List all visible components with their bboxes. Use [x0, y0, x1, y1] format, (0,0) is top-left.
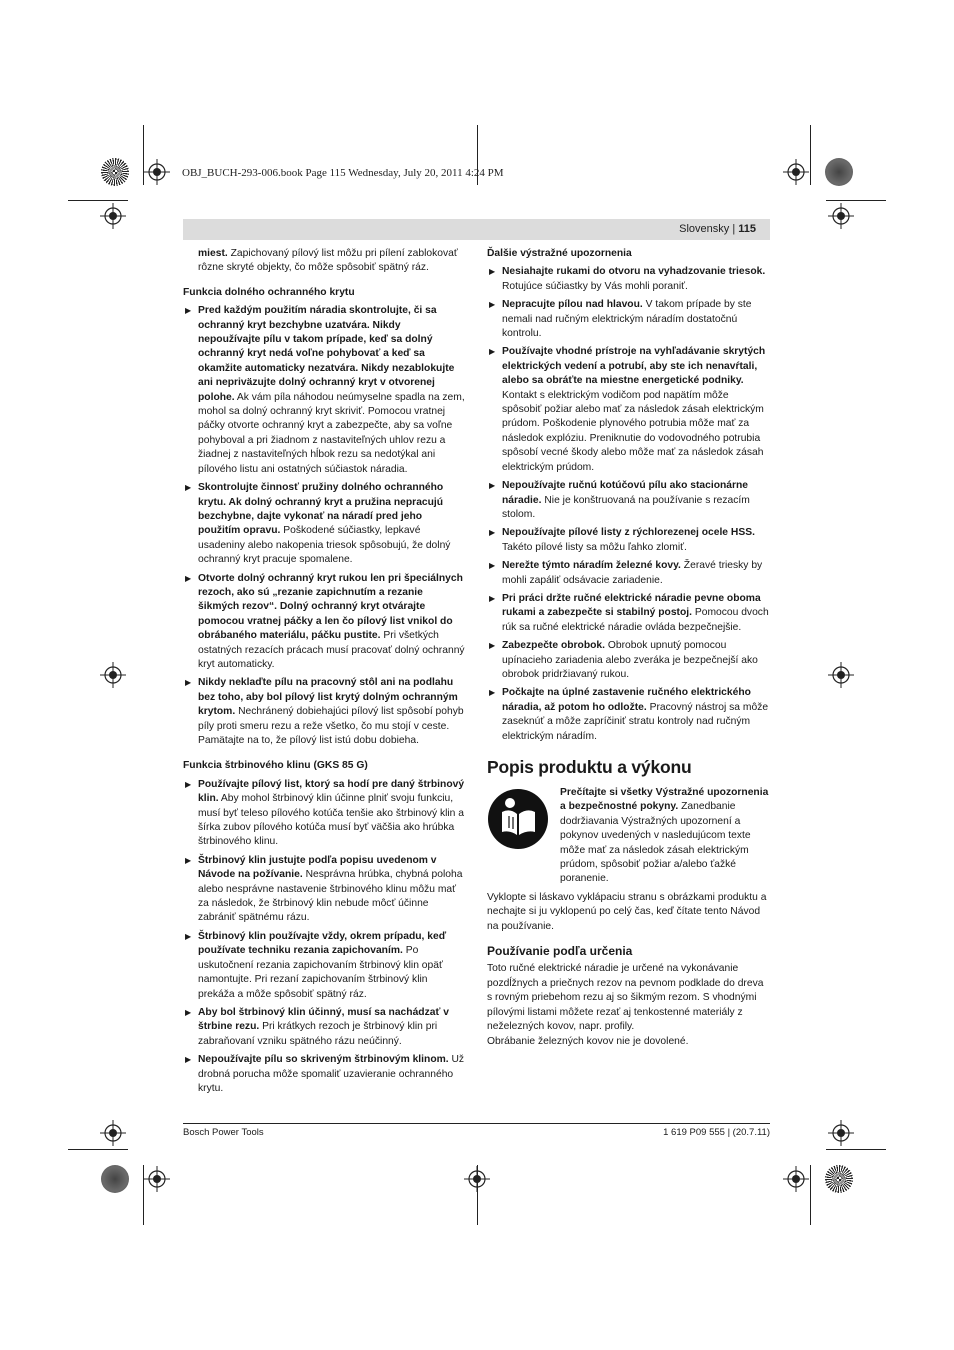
color-wheel [101, 1165, 129, 1193]
registration-mark-icon [144, 159, 170, 185]
list-item: ▶ Štrbinový klin používajte vždy, okrem prípadu, keď používate techniku rezania zapichovaním. Po uskutočnení rezania zapichovaním štrbinový klin opäť namontujte. Pri rezaní zapichovaním štrbinový klin prekáža a môže spôsobiť spätný ráz. [185, 930, 447, 1000]
registration-mark-icon [144, 1166, 170, 1192]
section-title: Funkcia dolného ochranného krytu [183, 286, 355, 298]
warning-box [487, 786, 770, 887]
subsection-heading: Používanie podľa určenia [487, 944, 633, 959]
list-item: ▶ Zabezpečte obrobok. Obrobok upnutý pomocou upínacieho zariadenia alebo zveráka je bezpečnejší ako obrobok pridržiavaný rukou. [489, 640, 758, 680]
list-item: ▶ Nerežte týmto náradím železné kovy. Žeravé triesky by mohli zapáliť odsávacie zariadenie. [489, 560, 763, 586]
registration-mark-icon [100, 1120, 126, 1146]
bullet-arrow-icon: ▶ [185, 1055, 192, 1065]
crop-mark [810, 1165, 811, 1225]
bullet-arrow-icon: ▶ [489, 688, 496, 698]
color-wheel [825, 1165, 853, 1193]
list-item: ▶ Nepoužívajte ručnú kotúčovú pílu ako stacionárne náradie. Nie je konštruovaná na používanie s rezacím stolom. [489, 480, 750, 520]
footer-brand: Bosch Power Tools [183, 1127, 264, 1138]
usage-paragraph-2: Obrábanie železných kovov nie je dovolené. [487, 1035, 689, 1047]
list-item: ▶ Štrbinový klin justujte podľa popisu uvedenom v Návode na požívanie. Nesprávna hrúbka, chybná poloha alebo nesprávne nastavenie štrbinového klinu môžu mať za následok, že štrbinový klin nebude môcť účinne zabrániť spätnému rázu. [185, 854, 463, 924]
registration-mark-icon [828, 1120, 854, 1146]
color-wheel [825, 158, 853, 186]
list-item: ▶ Nikdy neklaďte pílu na pracovný stôl ani na podlahu bez toho, aby bol pílový list krytý dolným ochranným krytom. Nechránený dobiehajúci pílový list spôsobí pohyb píly proti smeru rezu a reže všetko, čo mu stojí v ceste. Pamätajte na to, že pílový list istú dobu dobieha. [185, 677, 464, 746]
usage-paragraph: Toto ručné elektrické náradie je určené na vykonávanie pozdĺžnych a priečnych rezov na pevnom podklade do dreva s rovným priebehom rezu aj so šikmým rezom. S vhodnými pílovými listami môžete rezať aj tenkostenné materiály z neželezných kovov, napr. profily. [487, 963, 764, 1033]
header-text [679, 223, 756, 235]
right-column [487, 247, 770, 1049]
bullet-arrow-icon: ▶ [185, 573, 192, 583]
bullet-arrow-icon: ▶ [185, 306, 192, 316]
header-language: Slovensky [679, 223, 730, 235]
list-item: ▶ Nesiahajte rukami do otvoru na vyhadzovanie triesok. Rotujúce súčiastky by Vás mohli poraniť. [489, 266, 766, 292]
section-heading: Popis produktu a výkonu [487, 757, 692, 777]
bullet-arrow-icon: ▶ [185, 483, 192, 493]
bullet-arrow-icon: ▶ [489, 593, 496, 603]
fold-out-paragraph: Vyklopte si láskavo vyklápaciu stranu s obrázkami produktu a nechajte si ju vyklopenú po celý čas, keď čítate tento Návod na používanie. [487, 891, 767, 932]
warning-text: Prečítajte si všetky Výstražné upozornenia a bezpečnostné pokyny. Zanedbanie dodržiavania Výstražných upozornení a pokynov uvedených v nasledujúcom texte môže mať za následok zásah elektrickým prúdom, spôsobiť požiar a/alebo ťažké poranenie. [560, 787, 769, 885]
bullet-arrow-icon: ▶ [185, 678, 192, 688]
crop-mark [68, 1149, 128, 1150]
list-item: ▶ Nepoužívajte pílu so skriveným štrbinovým klinom. Už drobná porucha môže spomaliť uzavieranie ochranného krytu. [185, 1054, 465, 1094]
crop-mark [826, 1149, 886, 1150]
registration-mark-icon [828, 203, 854, 229]
list-item: ▶ Nepoužívajte pílové listy z rýchlorezenej ocele HSS. Takéto pílové listy sa môžu ľahko zlomiť. [489, 527, 755, 553]
footer-doc-number: 1 619 P09 555 | (20.7.11) [663, 1127, 770, 1138]
section-title: Funkcia štrbinového klinu (GKS 85 G) [183, 760, 368, 772]
crop-mark [68, 200, 128, 201]
header-separator: | [732, 223, 736, 235]
color-wheel [101, 158, 129, 186]
bullet-arrow-icon: ▶ [489, 347, 496, 357]
registration-mark-icon [464, 1166, 490, 1192]
crop-mark [810, 125, 811, 185]
bullet-arrow-icon: ▶ [185, 1007, 192, 1017]
registration-mark-icon [828, 662, 854, 688]
list-item: ▶ Skontrolujte činnosť pružiny dolného ochranného krytu. Ak dolný ochranný kryt a pružina nepracujú bezchybne, dajte vykonať na náradí pred jeho použitím opravu. Poškodené súčiastky, lepkavé usadeniny alebo nakopenia triesok spôsobujú, že dolný ochranný kryt pracuje spomalene. [185, 482, 451, 566]
list-item: ▶ Otvorte dolný ochranný kryt rukou len pri špeciálnych rezoch, ako sú „rezanie zapichnutím a rezanie šikmých rezov“. Dolný ochranný kryt otvárajte pomocou vratnej páčky a len čo pílový list vnikol do obrábaného materiálu, páčku pustite. Pri všetkých ostatných rezacích prácach musí pracovať dolný ochranný kryt automaticky. [185, 572, 465, 670]
crop-mark [826, 200, 886, 201]
print-info: OBJ_BUCH-293-006.book Page 115 Wednesday, July 20, 2011 4:24 PM [182, 167, 504, 179]
page-header [183, 219, 770, 240]
list-item: ▶ Používajte vhodné prístroje na vyhľadávanie skrytých elektrických vedení a potrubí, aby ste ich nenavŕtali, alebo sa obráťte na miestne energetické podniky. Kontakt s elektrickým vodičom pod napätím môže spôsobiť požiar alebo mať za následok zásah elektrickým prúdom. Poškodenie plynového potrubia môže mať za následok explóziu. Preniknutie do vodovodného potrubia spôsobí vecné škody alebo môže mať za následok zásah elektrickým prúdom. [489, 346, 766, 473]
list-item: ▶ Pri práci držte ručné elektrické náradie pevne oboma rukami a zabezpečte si stabilný postoj. Pomocou dvoch rúk sa ručné elektrické náradie ovláda bezpečnejšie. [489, 592, 769, 633]
bullet-arrow-icon: ▶ [489, 300, 496, 310]
bullet-arrow-icon: ▶ [489, 481, 496, 491]
list-item: ▶ Počkajte na úplné zastavenie ručného elektrického náradia, až potom ho odložte. Pracovný nástroj sa môže zaseknúť a môže zapríčiniť stratu kontroly nad ručným elektrickým náradím. [489, 687, 769, 742]
read-manual-icon [487, 788, 549, 850]
left-column [183, 247, 465, 1100]
page-number: 115 [738, 223, 756, 235]
footer-rule [183, 1123, 770, 1124]
bullet-arrow-icon: ▶ [489, 267, 496, 277]
section-title: Ďalšie výstražné upozornenia [487, 248, 632, 259]
registration-mark-icon [100, 662, 126, 688]
list-item: ▶ Aby bol štrbinový klin účinný, musí sa nachádzať v štrbine rezu. Pri krátkych rezoch je štrbinový klin pri zabraňovaní vzniku spätného rázu neúčinný. [185, 1006, 449, 1047]
bullet-arrow-icon: ▶ [489, 528, 496, 538]
bullet-arrow-icon: ▶ [185, 779, 192, 789]
registration-mark-icon [100, 203, 126, 229]
registration-mark-icon [783, 159, 809, 185]
list-item: ▶ Nepracujte pílou nad hlavou. V takom prípade by ste nemali nad ručným elektrickým náradím dostatočnú kontrolu. [489, 299, 752, 340]
bullet-arrow-icon: ▶ [185, 931, 192, 941]
bullet-arrow-icon: ▶ [185, 855, 192, 865]
list-item: ▶ Používajte pílový list, ktorý sa hodí pre daný štrbinový klin. Aby mohol štrbinový klin účinne plniť svoju funkciu, musí byť teleso pílového kotúča tenšie ako štrbinový klin a šírka zubov pílového kotúča musí byť väčšia ako hrúbka štrbinového klinu. [185, 778, 465, 848]
registration-mark-icon [783, 1166, 809, 1192]
intro-paragraph: miest. Zapichovaný pílový list môžu pri pílení zablokovať rôzne skryté objekty, čo môže spôsobiť spätný ráz. [198, 248, 458, 274]
bullet-arrow-icon: ▶ [489, 561, 496, 571]
list-item: ▶ Pred každým použitím náradia skontrolujte, či sa ochranný kryt bezchybne uzatvára. Nikdy nepoužívajte pílu v takom prípade, keď sa dolný ochranný kryt nedá voľne pohybovať a keď sa okamžite automaticky nezatvára. Nikdy nezablokujte ani nepriväzujte dolný ochranný kryt v otvorenej polohe. Ak vám píla náhodou neúmyselne spadla na zem, mohol sa dolný ochranný kryt skriviť. Pomocou vratnej páčky otvorte ochranný kryt a zabezpečte, aby sa voľne pohyboval a pri žiadnom z nastaviteľných uhlov rezu a žiadnej z nastaviteľných hĺbok rezu sa nedotýkal ani pílového listu ani ostatných súčiastok náradia. [185, 305, 465, 475]
bullet-arrow-icon: ▶ [489, 641, 496, 651]
